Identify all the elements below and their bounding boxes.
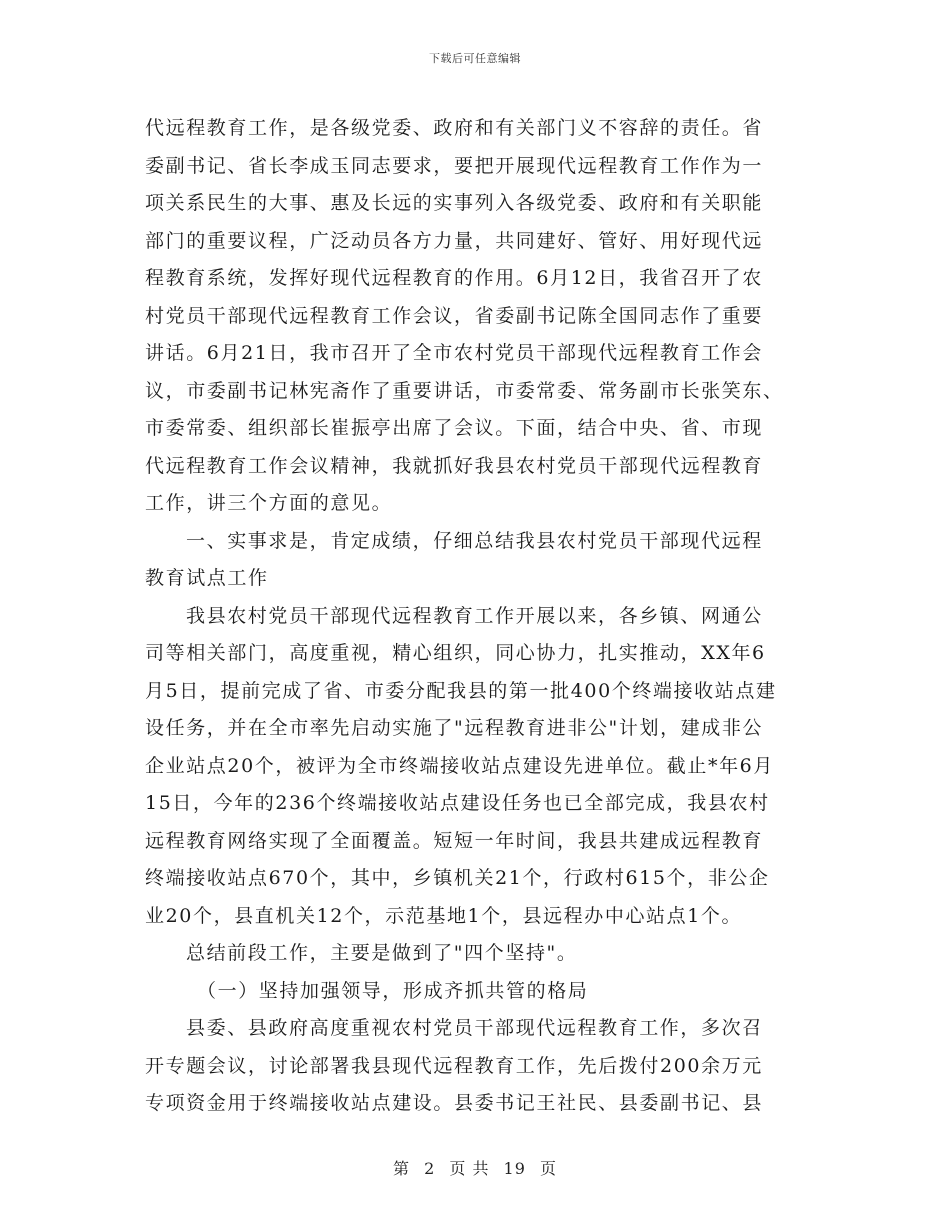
document-body — [145, 110, 805, 1123]
total-page-count: 19 — [503, 1159, 526, 1178]
body-line: 代远程教育工作，是各级党委、政府和有关部门义不容辞的责任。省 — [145, 117, 764, 139]
section-heading-continued: 教育试点工作 — [145, 567, 269, 589]
footer-middle: 页 共 — [449, 1159, 490, 1178]
body-line: 县委、县政府高度重视农村党员干部现代远程教育工作，多次召 — [186, 1017, 763, 1039]
page-header-note: 下载后可任意编辑 — [429, 52, 521, 65]
body-line: 业20个，县直机关12个，示范基地1个，县远程办中心站点1个。 — [145, 904, 743, 927]
body-line: 终端接收站点670个，其中，乡镇机关21个，行政村615个，非公企 — [145, 867, 770, 889]
body-line: 设任务，并在全市率先启动实施了"远程教育进非公"计划，建成非公 — [145, 717, 764, 739]
body-line: 我县农村党员干部现代远程教育工作开展以来，各乡镇、网通公 — [186, 604, 763, 627]
section-heading: 一、实事求是，肯定成绩，仔细总结我县农村党员干部现代远程 — [186, 529, 763, 552]
body-line: 工作，讲三个方面的意见。 — [145, 492, 393, 514]
body-line: 项关系民生的大事、惠及长远的实事列入各级党委、政府和有关职能 — [145, 192, 764, 214]
footer-suffix: 页 — [540, 1159, 558, 1178]
body-line: 企业站点20个，被评为全市终端接收站点建设先进单位。截止*年6月 — [145, 754, 774, 777]
page-number-footer — [0, 1156, 950, 1179]
body-line: 月5日，提前完成了省、市委分配我县的第一批400个终端接收站点建 — [145, 679, 777, 702]
body-line: 部门的重要议程，广泛动员各方力量，共同建好、管好、用好现代远 — [145, 229, 764, 252]
body-line: 开专题会议，讨论部署我县现代远程教育工作，先后拨付200余万元 — [145, 1054, 763, 1077]
body-line: 市委常委、组织部长崔振亭出席了会议。下面，结合中央、省、市现 — [145, 417, 764, 439]
current-page-number: 2 — [424, 1159, 436, 1178]
body-line: 15日，今年的236个终端接收站点建设任务也已全部完成，我县农村 — [145, 792, 770, 814]
footer-prefix: 第 — [392, 1159, 410, 1178]
body-line: 程教育系统，发挥好现代远程教育的作用。6月12日，我省召开了农 — [145, 267, 763, 289]
body-line: 专项资金用于终端接收站点建设。县委书记王社民、县委副书记、县 — [145, 1092, 764, 1114]
body-line: 远程教育网络实现了全面覆盖。短短一年时间，我县共建成远程教育 — [145, 829, 764, 852]
body-line: 总结前段工作，主要是做到了"四个坚持"。 — [186, 942, 578, 964]
body-line: 司等相关部门，高度重视，精心组织，同心协力，扎实推动，XX年6 — [145, 642, 766, 664]
body-line: 议，市委副书记林宪斋作了重要讲话，市委常委、常务副市长张笑东、 — [145, 379, 784, 402]
subsection-heading: （一）坚持加强领导，形成齐抓共管的格局 — [197, 979, 589, 1002]
body-line: 村党员干部现代远程教育工作会议，省委副书记陈全国同志作了重要 — [145, 304, 764, 327]
body-line: 委副书记、省长李成玉同志要求，要把开展现代远程教育工作作为一 — [145, 154, 764, 177]
body-line: 讲话。6月21日，我市召开了全市农村党员干部现代远程教育工作会 — [145, 342, 763, 364]
body-line: 代远程教育工作会议精神，我就抓好我县农村党员干部现代远程教育 — [145, 454, 764, 477]
